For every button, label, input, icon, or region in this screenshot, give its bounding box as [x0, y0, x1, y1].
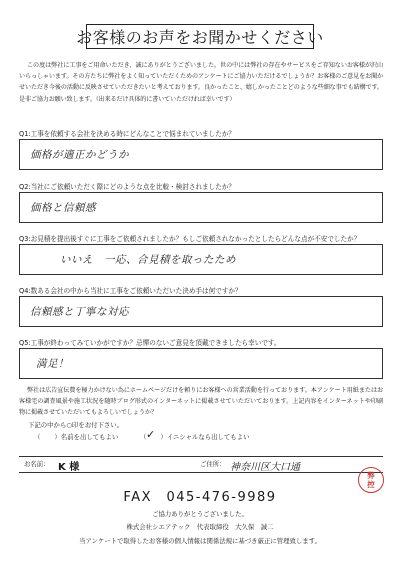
name-label: お名前：	[24, 460, 50, 468]
seal-char-2: 控	[367, 480, 375, 489]
question-2-answer-box[interactable]	[19, 192, 383, 223]
question-2-label: Q2:当社にご依頼いただく際にどのような点を比較・検討されましたか？	[19, 183, 236, 191]
question-1-answer-box[interactable]	[19, 139, 383, 170]
question-2-answer: 価格と信頼感	[30, 202, 96, 214]
choice-paren: （	[140, 433, 147, 441]
question-4-answer: 信頼感と丁寧な対応	[30, 306, 129, 318]
company-info: 株式会社シエアテック 代表取締役 大久保 誠二	[126, 523, 274, 531]
name-top-rule	[19, 456, 383, 457]
question-3-answer: いいえ 一応、合見積を取ったため	[60, 254, 236, 266]
name-value: K 様	[58, 462, 80, 473]
choice-prompt: 下記の中から○印をお付下さい。	[28, 421, 124, 429]
question-3-answer-box[interactable]	[19, 244, 383, 275]
name-bottom-rule	[19, 472, 383, 473]
question-5-answer: 満足！	[36, 358, 69, 370]
publication-notice: 弊社は広告宣伝費を極力かけない為にホームページだけを頼りにお客様への営業活動を行っております。本アンケート用紙またはお客様宅の調査風景や施工状況を随時ブログ形式のインターネットに掲載させていただいております。上記内容をインターネットや印刷物に掲載させていただいてもよろしいでしょうか？	[19, 387, 383, 417]
question-3-label: Q3:お見積を提出後すぐに工事をご依頼されましたか？もしご依頼されなかったとしたらどんな点が不安でしたか？	[19, 235, 361, 243]
fax-number: FAX 045-476-9989	[123, 490, 277, 505]
address-label: ご住所：	[200, 460, 226, 468]
seal-char-1: 弊	[367, 471, 375, 480]
question-5-label: Q5:工事が終わってみていかがですか？忌憚のないご意見を頂戴できましたら幸いです。	[19, 339, 281, 347]
choice-label: ）名前を出してもよい	[54, 433, 119, 441]
question-1-answer: 価格が適正かどうか	[30, 149, 129, 161]
choice-initials-ok[interactable]	[140, 432, 249, 441]
thanks-text: ご協力ありがとうございました。	[152, 510, 248, 518]
address-value: 神奈川区大口通	[230, 462, 300, 473]
choice-name-ok[interactable]	[34, 432, 118, 441]
choice-label: ）イニシャルなら出してもよい	[160, 433, 250, 441]
question-4-answer-box[interactable]	[19, 296, 383, 327]
form-title: お客様のお声をお聞かせください	[86, 24, 314, 49]
checkmark-icon: ✓	[146, 428, 156, 441]
question-1-label: Q1:工事を依頼する会社を決める時にどんなことで悩まれていましたか？	[19, 130, 236, 138]
seal-stamp	[358, 467, 384, 493]
intro-text: この度は弊社に工事をご用命いただき、誠にありがとうございました。世の中には弊社の存在やサービスをご存知ないお客様が沢山いらっしゃいます。その方たちに弊社をよく知っていただくためのアンケートにご協力いただけるでしょうか？お客様のご意見をお聞かせいただき今後の活動に反映させていただきたいと考えております。良かったこと、嬉しかったことどのような些細な事でも結構です。是非ご協力お願い致します。（出来るだけ具体的に書いていただければ幸いです）	[19, 62, 383, 103]
privacy-footer: 当アンケートで取得したお客様の個人情報は関係法規に基づき厳正に管理致します。	[79, 537, 321, 545]
question-4-label: Q4:数ある会社の中から当社に工事をご依頼いただいた決め手は何ですか？	[19, 287, 242, 295]
choice-paren: （	[34, 433, 41, 441]
question-5-answer-box[interactable]	[19, 348, 383, 379]
